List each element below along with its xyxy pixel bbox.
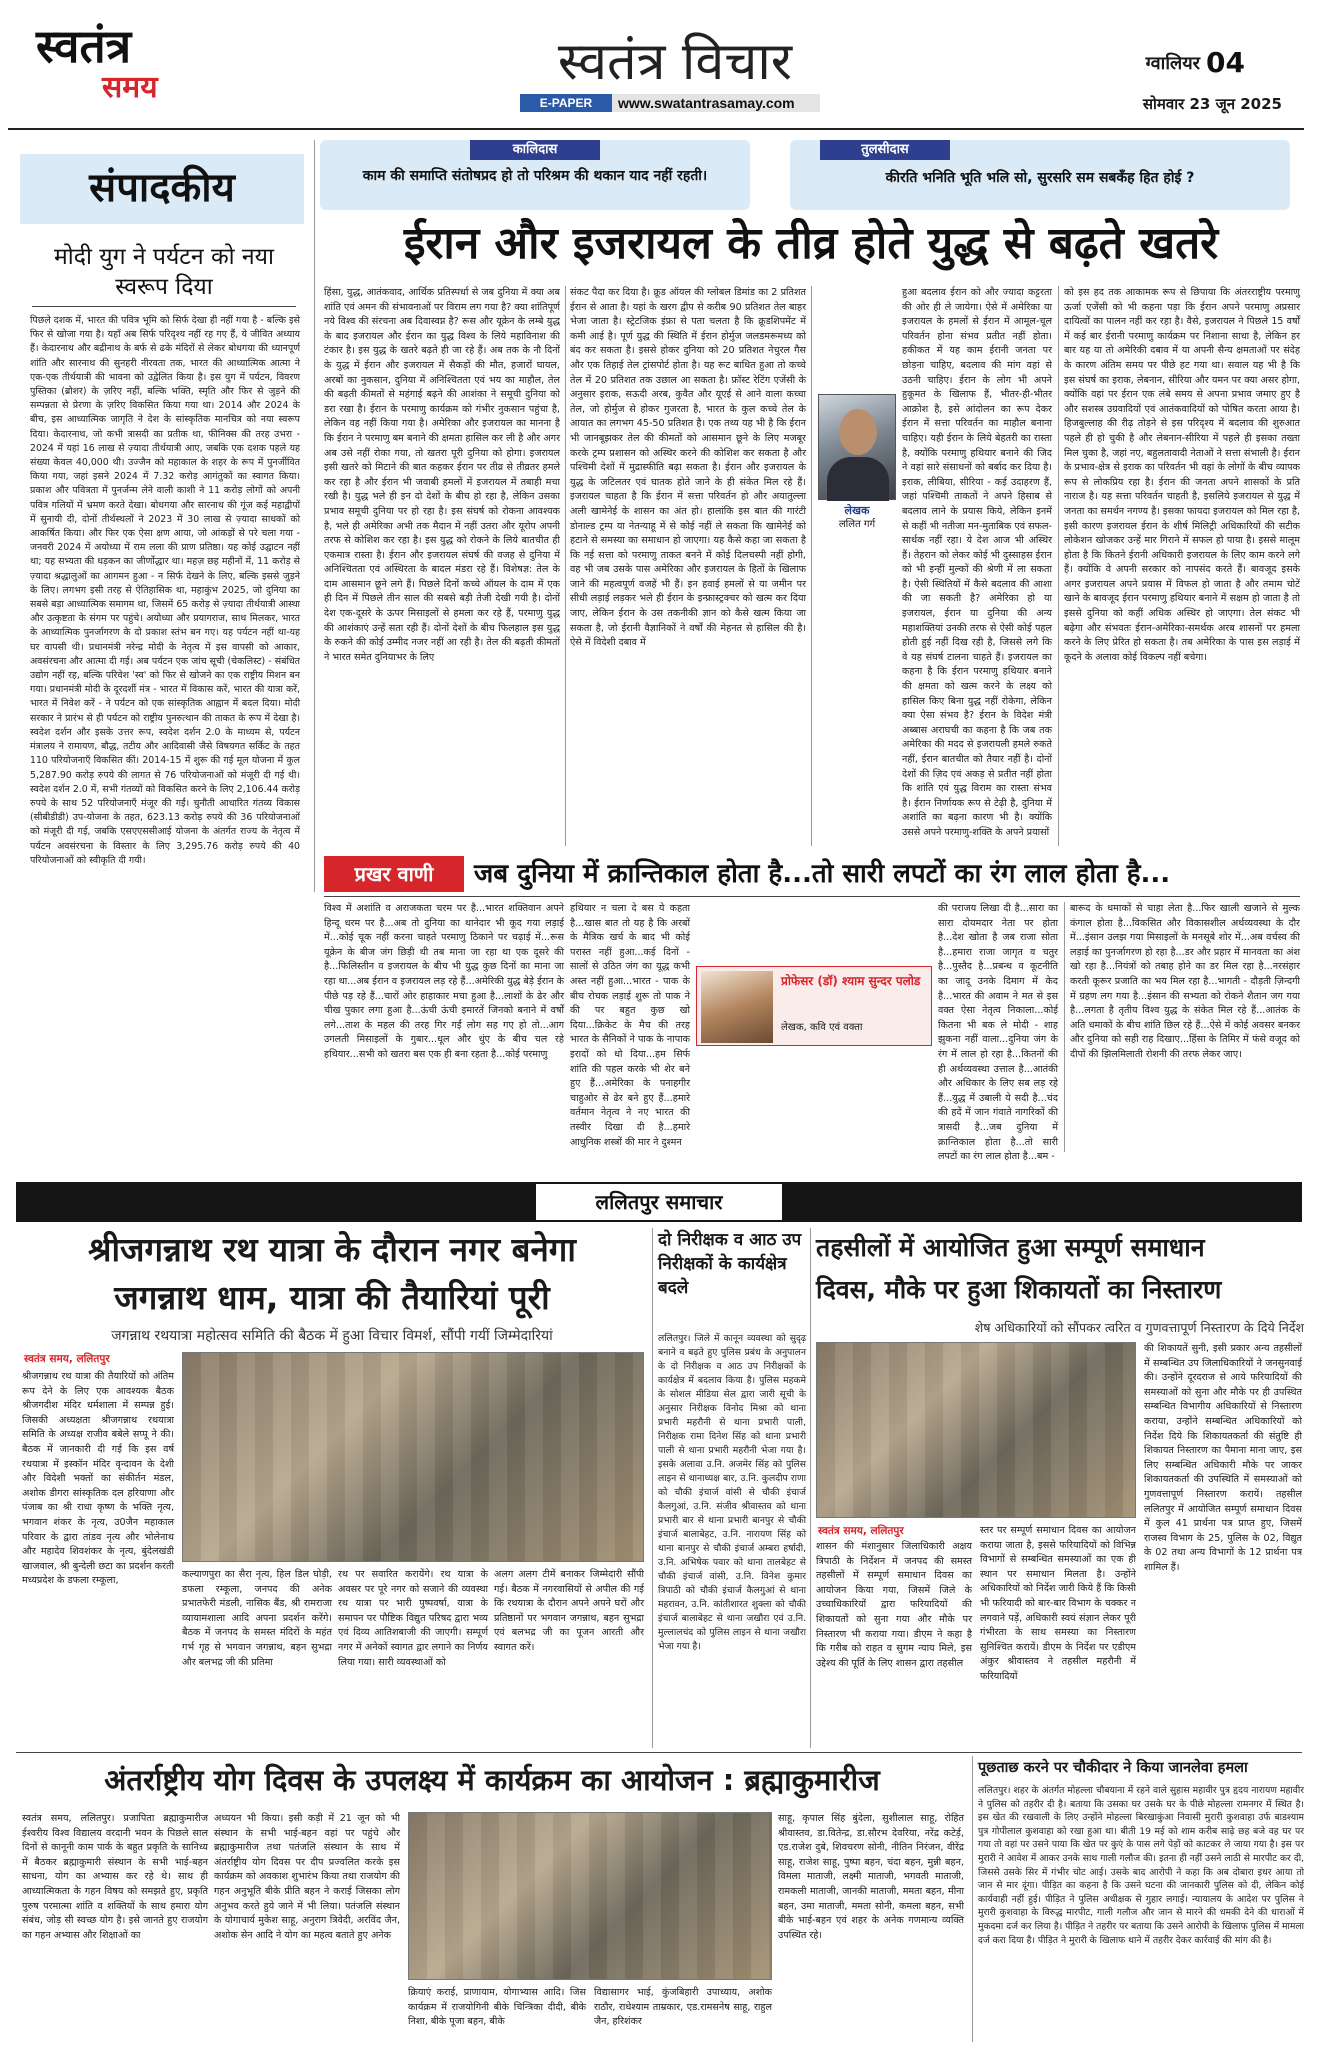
story-dateline: स्वतंत्र समय, ललितपुर bbox=[818, 1525, 904, 1537]
prakhar-vani-section bbox=[318, 856, 1304, 1163]
prakhar-col-2: हथियार न चला दे बस ये कहता है...खास बात तो यह है कि अरबों के मैत्रिक खर्च के बाद भी कोई परास्त नहीं हुआ...कई दिनों - सालों से उठित जंग का यूद्ध कभी अस्त नहीं हुआ...भारत - पाक के बीच रोचक लड़ाई शुरू तो पाक ने की पर बहुत कुछ खो दिया...क्रिकेट के मैच की तरह भारत के सैनिकों ने पाक के नापाक इरादों को धो दिया...हम सिर्फ शांति की पहल करके भी शेर बने हुए हैं...अमेरिका के पनाहगीर चाहुओर से ढेर बने हुए हैं...हमारे वर्तमान नेतृत्व ने नए भारत की तस्वीर दिखा दी है...हमारे आधुनिक शस्त्रों की मार ने दुश्मन bbox=[570, 903, 690, 1148]
lead-col-4: को इस हद तक आकामक रूप से छिपाया कि अंतरराष्ट्रीय परमाणु ऊर्जा एजेंसी को भी कहना पड़ा कि ईरान अपने परमाणु अप्रसार दायित्वों का पालन नहीं कर रहा है। वैसे, इजरायल ने पिछले 15 वर्षों में कई बार ईरानी परमाणु कार्यक्रम पर निशाना साधा है, लेकिन हर बार यह या तो अमेरिकी दबाव में या अपनी सैन्य क्षमताओं पर संदेह के कारण अंतिम समय पर पीछे हट गया था। सवाल यह भी है कि इस संघर्ष का इराक, लेबनान, सीरिया और यमन पर क्या असर होगा, क्योंकि वहां पर ईरान एक लंबे समय से अपना प्रभाव जमाए हुए है और सशस्त्र उग्रवादियों एवं आतंकवादियों को पोषित करता आया है। हिजबुल्लाह की रीढ़ तोड़ने से इस परिदृश्य में बदलाव की शुरुआत पहले ही हो चुकी है और लेबनान-सीरिया में पहले ही इसका तख्ता मिल चुका है, जहां नए, बहुलतावादी नेताओं ने सत्ता संभाली है। ईरान के प्रभाव-क्षेत्र से इराक का परिवर्तन भी वहां के लोगों के बीच व्यापक रूप से लोकप्रिय रहा है। ईरान की जनता अपने शासकों के प्रति नाराज है। यह सत्ता परिवर्तन चाहती है, इसलिये इजरायल से युद्ध में जनता का समर्थन नगण्य है। इसका फायदा इजरायल को मिल रहा है, इसी कारण इजरायल ईरान के शीर्ष मिलिट्री अधिकारियों की सटीक लोकेशन खोजकर उन्हें मार गिराने में सफल हो पाया है। इससे मालूम होता है कि कितने ईरानी अधिकारी इजरायल के लिए काम करने लगे हैं। क्योंकि वे अपनी सरकार को नापसंद करते हैं। बावजूद इसके अगर इजरायल अपने प्रयास में विफल हो जाता है और तमाम चोटें खाने के बावजूद ईरान परमाणु हथियार बनाने में सक्षम हो जाता है तो इससे दुनिया को कहीं अधिक अस्थिर हो जाएगा। तेल संकट भी बढ़ेगा और संभवतः ईरान-अमेरिका-समर्थक अरब शासनों पर हमला करने के लिए प्रेरित हो सकता है। तब अमेरिका के पास इस लड़ाई में कूदने के अलावा कोई विकल्प नहीं बचेगा। bbox=[1064, 287, 1300, 663]
page-title: स्वतंत्र विचार bbox=[557, 32, 793, 92]
prakhar-author-name: प्रोफेसर (डॉ) श्याम सुन्दर पलोड bbox=[781, 974, 921, 988]
author-body bbox=[827, 457, 889, 501]
divider bbox=[324, 896, 1300, 897]
lead-headline: ईरान और इजरायल के तीव्र होते युद्ध से बढ़ते खतरे bbox=[403, 218, 1219, 269]
divider bbox=[565, 286, 566, 846]
lalitpur-banner-label: ललितपुर समाचार bbox=[536, 1184, 782, 1220]
prakhar-col-4: बारूद के धमाकों से चाहा लेता है...फिर खाली खजाने से मुल्क कंगाल होता है...विकसित और विकासशील अर्थव्यवस्था के दौर में...इंसान उलझ गया मिसाइलों के मनसूबे शोर में...अब वर्चस्व की लड़ाई का पुनर्जागरण हो रहा है...डर और प्रहार में मानवता का अंश खो रहा है...नियंत्रों को तबाह होने का डर मिल रहा है...नरसंहार करती कूरूर प्रजाति का भय मिल रहा है...भागती - दौड़ती ज़िन्दगी में ग्रहण लग गया है...इंसान की सभ्यता को रोकने शैतान जग गया है...लगता है तृतीय विश्व युद्ध के संकेत मिल रहे हैं...आतंक के अति धमाकों के बीच शांति छिल रहे हैं...ऐसे में कोई अवसर बनकर और दुनिया को सही राह दिखाए...हिंसा के तिमिर में फंसे वजूद को दीपों की झिलमिलाती रोशनी की तरफ लेकर जाए। bbox=[1070, 903, 1300, 1060]
divider bbox=[810, 1228, 811, 1748]
issue-date: सोमवार 23 जून 2025 bbox=[1142, 95, 1282, 113]
prakhar-col-1: विश्व में अशांति व अराजकता चरम पर है...भारत शक्तिवान अपने हिन्दू धरम पर है...अब तो दुनिया का थानेदार भी कूद गया लड़ाई में...कोई चूक नहीं करना चाहते परमाणु ठिकाने पर चढ़ाई में...रूस यूक्रेन के बीज जंग छिड़ी थी तब माना जा रहा था एक दूसरे की है...फिलिस्तीन व इजरायल के बीच भी युद्ध कुछ दिनों का माना जा रहा था...अब ईरान व इजरायल लड़ रहे हैं...अमेरिकी युद्ध बेड़े ईरान के पीछे पड़ रहे हैं...चारों ओर हाहाकार मचा हुआ है...लाशों के ढेर और चीख पुकार लगा हुआ है...ऊंची ऊंची इमारतें जिनको बनाने में वर्षों लगे...ताश के महल की तरह गिर गईं लोग सह गए हो तो...आग उगलती मिसाइलों के गुबार...धूल और धुंए के बीच चल रहे हथियार...सभी को खतरा बस एक ही बना रहता है...कोई परमाणु bbox=[324, 903, 564, 1060]
epaper-label: E-PAPER bbox=[520, 94, 612, 112]
story-yoga bbox=[16, 1756, 968, 2042]
story-col-4: अलग अलग टीमें बनाकर जिम्मेदारी सौंपी गई। बैठक में नगरवासियों से अपील की गई कि रथयात्रा के दौरान अपने अपने घरों और प्रतिष्ठानों पर भगवान जगन्नाथ, बहन सुभद्रा एवं बलभद्र जी का पूजन आरती और स्वागत करें। bbox=[494, 1569, 644, 1653]
story-photo bbox=[816, 1342, 1136, 1518]
editorial-section bbox=[12, 146, 312, 892]
prakhar-author-box bbox=[696, 966, 932, 1046]
prakhar-author-photo bbox=[701, 971, 773, 1043]
quote-box-tulsidas bbox=[790, 140, 1290, 210]
story-headline: तहसीलों में आयोजित हुआ सम्पूर्ण समाधान bbox=[816, 1233, 1205, 1262]
lead-author-photo bbox=[818, 394, 896, 500]
story-col-1: स्वतंत्र समय, ललितपुर। प्रजापिता ब्रह्माकुमारीज ईश्वरीय विश्व विद्यालय वरदानी भवन के पिछले साल दिनों से कानूनी काम पार्क के बहुत प्रकृति के सानिध्य में बैठकर ब्रह्माकुमारी संस्थान के सभी भाई-बहन साधना, योग का अभ्यास कर रहे थे। साथ ही आध्यात्मिकता के गहन विषय को समझते हुए, प्रकृति पुरुष परमात्मा शांति व शक्तियों के साथ हमारा योग संबंध, जोड़ सी स्वच्छ योग है। इसे जानते हुए राजयोग का गहन अभ्यास और शिक्षाओं का bbox=[22, 1813, 208, 1941]
lead-col-3: हुआ बदलाव ईरान को और ज्यादा कट्टरता की ओर ही ले जायेगा। ऐसे में अमेरिका या इजरायल के हमलों से ईरान में आमूल-चूल परिवर्तन होना संभव प्रतीत नहीं होता। हकीकत में यह काम ईरानी जनता पर छोड़ना चाहिए, बदलाव की मांग वहां से उठनी चाहिए। ईरान के लोग भी अपने हुकूमत के खिलाफ हैं, भीतर-ही-भीतर आक्रोश है, इसे आंदोलन का रूप देकर ईरान में सत्ता परिवर्तन का माहौल बनाना चाहिए। यही ईरान के लिये बेहतरी का रास्ता है, क्योंकि परमाणु हथियार बनाने की जिद ने वहां सारे संसाधनों को बर्बाद कर दिया है। इराक, लीबिया, सीरिया - कई उदाहरण हैं, जहां पश्चिमी ताकतों ने अपने हिसाब से बदलाव लाने के प्रयास किये, लेकिन इनमें से कहीं भी नतीजा मन-मुताबिक एवं सफल-सार्थक नहीं रहा। ये देश आज भी अस्थिर हैं। तेहरान को लेकर कोई भी दुस्साहस ईरान को भी इन्हीं मुल्कों की श्रेणी में ला सकता है। ऐसी स्थितियों में कैसे बदलाव की आशा की जा सकती है? अमेरिका हो या इजरायल, ईरान या दुनिया की अन्य महाशक्तियां उनकी तरफ से ऐसी कोई पहल होती हुई नहीं दिख रही है, जिससे लगे कि वे यह संघर्ष टालना चाहते हैं। इजरायल का कहना है कि ईरान परमाणु हथियार बनाने की क्षमता को खत्म करने के लक्ष्य को हासिल किए बिना युद्ध नहीं रोकेगा, लेकिन क्या ऐसा संभव है? ईरान के विदेश मंत्री अब्बास अराघची का कहना है कि जब तक अमेरिका की मदद से इजरायली हमले रुकते नहीं, ईरान बातचीत को तैयार नहीं है। दोनों देशों की ज़िद एवं अकड़ से प्रतीत नहीं होता कि शांति एवं युद्ध विराम का रास्ता संभव है। ईरान निर्णायक रूप से टेढ़ी है, दुनिया में अशांति का बढ़ना कारण भी है। क्योंकि उससे अपने परमाणु-शक्ति के अपने प्रयासों bbox=[902, 287, 1052, 838]
story-col-2: अध्ययन भी किया। इसी कड़ी में 21 जून को भी संस्थान के सभी भाई-बहन वहां पर पहुंचे और ब्रह्माकुमारीज तथा पतंजलि संस्थान के साथ में अंतर्राष्ट्रीय योग दिवस पर दीप प्रज्वलित करके इस कार्यक्रम को अवकाश शुभारंभ किया तथा राजयोग की गहन अनुभूति बीके प्रीति बहन ने कराई जिसका लोग अनुभव करते हुये जाने में भी लिया। पतंजलि संस्थान के योगाचार्य मुकेश साहू, अनुराग त्रिवेदी, अरविंद जैन, अशोक सेन आदि ने योग का महत्व बताते हुए अनेक bbox=[214, 1813, 400, 1941]
editorial-label: संपादकीय bbox=[89, 164, 235, 211]
page-number: 04 bbox=[1206, 46, 1245, 79]
masthead-rule bbox=[8, 128, 1304, 130]
divider bbox=[652, 1228, 653, 1748]
divider bbox=[1064, 902, 1065, 1152]
divider bbox=[1058, 286, 1059, 846]
story-subhead: जगन्नाथ रथयात्रा महोत्सव समिति की बैठक में हुआ विचार विमर्श, सौंपी गयीं जिम्मेदारियां bbox=[111, 1328, 553, 1344]
quote-box-kalidas bbox=[320, 140, 750, 210]
story-transfers bbox=[658, 1228, 806, 1748]
divider bbox=[811, 286, 812, 846]
author-face bbox=[839, 409, 877, 455]
quote-text: काम की समाप्ति संतोषप्रद हो तो परिश्रम की थकान याद नहीं रहती। bbox=[362, 168, 708, 184]
story-headline: दो निरीक्षक व आठ उप निरीक्षकों के कार्यक्षेत्र बदले bbox=[658, 1230, 802, 1298]
prakhar-headline: जब दुनिया में क्रान्तिकाल होता है...तो सारी लपटों का रंग लाल होता है... bbox=[474, 859, 1171, 889]
story-photo bbox=[182, 1352, 644, 1562]
editorial-headline: मोदी युग ने पर्यटन को नया स्वरूप दिया bbox=[54, 244, 274, 300]
story-headline: दिवस, मौके पर हुआ शिकायतों का निस्तारण bbox=[816, 1275, 1222, 1304]
story-col-3: की शिकायतें सुनी, इसी प्रकार अन्य तहसीलों में सम्बन्धित उप जिलाधिकारियों ने जनसुनवाई की। उन्होंने दूरदराज से आये फरियादियों की समस्याओं को सुना और मौके पर ही उपस्थित सम्बन्धित विभागीय अधिकारियों से निस्तारण कराया, उन्होंने सम्बन्धित अधिकारियों को निर्देश दिये कि शिकायतकर्ता की संतुष्टि ही शिकायत निस्तारण का पैमाना माना जाए, इस लिए सम्बन्धित अधिकारी मौके पर जाकर शिकायतकर्ता की उपस्थिति में समस्याओं को गुणवत्तापूर्ण निस्तारण करायें। तहसील ललितपुर में आयोजित सम्पूर्ण समाधान दिवस में कुल 41 प्रार्थना पत्र प्राप्त हुए, जिसमें राजस्व विभाग के 25, पुलिस के 02, विद्युत के 02 तथा अन्य विभागों के 12 प्रार्थना पत्र शामिल हैं। bbox=[1144, 1343, 1302, 1573]
city-name: ग्वालियर bbox=[1145, 53, 1200, 74]
story-headline: अंतर्राष्ट्रीय योग दिवस के उपलक्ष्य में कार्यक्रम का आयोजन : ब्रह्माकुमारीज bbox=[104, 1763, 880, 1797]
story-col-3: रथ पर सवारित करायेंगे। रथ यात्रा के अवसर पर पूरे नगर को सजाने की व्यवस्था रथ यात्रा पर भारी पुष्पवर्षा, यात्रा के समापन पर पौष्टिक विद्युत परिषद द्वारा भव्य एवं दिव्य आतिशबाजी की जाएगी। सम्पूर्ण नगर में अनेकों स्वागत द्वार लगाने का निर्णय लिया गया। सारी व्यवस्थाओं को bbox=[338, 1569, 488, 1668]
story-headline: जगन्नाथ धाम, यात्रा की तैयारियां पूरी bbox=[114, 1278, 550, 1317]
story-body: ललितपुर। जिले में कानून व्यवस्था को सुदृढ़ बनाने व बढ़ते हुए पुलिस प्रबंध के अनुपालन के दो निरीक्षक व आठ उप निरीक्षकों के कार्यक्षेत्र में बदलाव किया है। पुलिस महकमे के सोशल मीडिया सेल द्वारा जारी सूची के अनुसार निरीक्षक विनोद मिश्रा को थाना प्रभारी महरौनी से थाना प्रभारी पाली, निरीक्षक रामा दिनेश सिंह को थाना प्रभारी पाली से थाना प्रभारी महरौनी भेजा गया है। इसके अलावा उ.नि. अजमेर सिंह को पुलिस लाइन से थानाध्यक्ष बार, उ.नि. कुलदीप राणा को चौकी इंचार्ज वांसी से चौकी इंचार्ज कैलगुआं, उ.नि. संजीव श्रीवास्तव को थाना प्रभारी बार से थाना प्रभारी बानपुर से चौकी इंचार्ज बालाबेहट, उ.नि. नारायण सिंह को थाना बानपुर से चौकी इंचार्ज अम्बरा हर्षादी, उ.नि. अभिषेक पवार को थाना तालबेहट से चौकी इंचार्ज वांसी, उ.नि. विनेश कुमार त्रिपाठी को चौकी इंचार्ज कैलगुआं से थाना महरावन, उ.नि. कांतीशारत शुक्ला को चौकी इंचार्ज बालाबेहट से थाना जखौरा एवं उ.नि. मुल्लालचंद को पुलिस लाइन से थाना जखौरा भेजा गया है। bbox=[658, 1333, 806, 1652]
divider bbox=[314, 140, 315, 892]
quote-author-tab: तुलसीदास bbox=[820, 140, 950, 160]
divider bbox=[32, 306, 296, 307]
lead-col-2: संकट पैदा कर दिया है। क्रूड ऑयल की ग्लोबल डिमांड का 2 प्रतिशत ईरान से आता है। यहां के खरग द्वीप से करीब 90 प्रतिशत तेल बाहर भेजा जाता है। स्ट्रेटजिक इंफ्रा से पता चलता है कि क्रूडशिपमेंट में कमी आई है। पूर्ण युद्ध की स्थिति में ईरान होर्मुज जलडमरूमध्य को बंद कर सकता है। इससे होकर दुनिया को 20 प्रतिशत नेचुरल गैस और एक तिहाई तेल ट्रांसपोर्ट होता है। यह रूट बाधित हुआ तो कच्चे तेल में 20 प्रतिशत तक उछाल आ सकता है। फ्रॉस्ट रेटिंग एजेंसी के अनुसार इराक, सऊदी अरब, कुवैत और यूएई से आने वाला कच्चा तेल, जो होर्मुज से होकर गुजरता है, भारत के कुल कच्चे तेल के आयात का लगभग 45-50 प्रतिशत है। एक तथ्य यह भी है कि ईरान भी जानबूझकर तेल की कीमतों को आसमान छूने के लिए मजबूर करके ट्रम्प प्रशासन को अस्थिर करने की कोशिश कर सकता है और पश्चिमी देशों में मुद्रास्फीति बढ़ा सकता है। ईरान और इजरायल के युद्ध के जटिलतर एवं घातक होते जाने के ही संकेत मिल रहे हैं। इजरायल चाहता है कि ईरान में सत्ता परिवर्तन हो और अयातुल्ला अली खामेनेई के शासन का अंत हो। हालांकि इस बात की गारंटी डोनाल्ड ट्रम्प या नेतन्याहू में से कोई नहीं ले सकता कि खामेनेई को हटाने से समस्या का समाधान हो जाएगा। यह कैसे कहा जा सकता है कि नई सत्ता को परमाणु ताकत बनने में कोई दिलचस्पी नहीं होगी, वह भी जब उसके पास अमेरिका और इजरायल के हितों के खिलाफ जाने की महत्वपूर्ण वजहें भी हैं। इन हवाई हमलों से या जमीन पर सीधी लड़ाई लड़कर भले ही ईरान के इन्फ्रास्ट्रक्चर को खत्म कर दिया जाए, लेकिन ईरान के उस तकनीकी ज्ञान को कैसे खत्म किया जा सकता है, जो ईरानी वैज्ञानिकों ने वर्षों की मेहनत से हासिल की है। ऐसे में विदेशी दबाव में bbox=[570, 287, 806, 649]
story-dateline: स्वतंत्र समय, ललितपुर bbox=[24, 1353, 110, 1365]
prakhar-col-3: की पराजय लिखा दी है...सारा का सारा दोयमदार नेता पर होता है...देश खोता है जब राजा सोता है...हमारा राजा जागृत व चतुर है...पुस्तैद है...प्रबन्ध व कूटनीति का जादू उनके दिमाग में केद है...भारत की अवाम ने मत से इस वक्त ऐसा नेतृत्व निकाला...कोई कितना भी बक ले मोदी - शाह झुकना नहीं वाला...दुनिया जंग के रंग में लाल हो रहा है...कितनों की ही अर्थव्यवस्था उत्ताल है...आतंकी और अधिकार के लिए सब लड़ रहे हैं...युद्ध में उबाली ये सदी है...चंद की हदें में जान गंवाते नागरिकों की त्रासदी है...जब दुनिया में क्रान्तिकाल होता है...तो सारी लपटों का रंग लाल होता है...बम - bbox=[938, 903, 1058, 1163]
quote-text: कीरति भनिति भूति भलि सो, सुरसरि सम सबकँह हित होई ? bbox=[885, 170, 1195, 186]
logo-line1: स्वतंत्र bbox=[36, 19, 132, 73]
story-body: ललितपुर। शहर के अंतर्गत मोहल्ला चौबयाना में रहने वाले सुहास महावीर पुत्र हृदय नारायण महावीर ने पुलिस को तहरीर दी है। बताया कि उसका घर उसके घर के पीछे मोहल्ला रामनगर में स्थित है। इस खेत की रखवाली के लिए उन्होंने मोहल्ला बिरखाकुंआ निवासी मुरारी कुशवाहा उर्फ बाडश्याम पुत्र गोपीलाल कुशवाहा को रखा हुआ था। बीती 19 मई को शाम करीब साढ़े छह बजे वह घर पर गया तो वहां पर उसने पाया कि खेत पर कुएं के पास लगे पेड़ों को काटकर ले जाया गया है। इस पर मुरारी ने आवेश में आकर उनके साथ गाली गलौज की। इतना ही नहीं उसने लाठी से मारपीट कर दी, जिससे उसके सिर में गंभीर चोट आई। उसके बाद आरोपी ने कहा कि अब दोबारा इधर आया तो जान से मार दूंगा। पीड़ित का कहना है कि उसने घटना की जानकारी पुलिस को दी, लेकिन कोई कार्यवाही नहीं हुई। पीड़ित ने पुलिस अधीक्षक से गुहार लगाई। न्यायालय के आदेश पर पुलिस ने मुरारी कुशवाहा के विरुद्ध मारपीट, गाली गलौज और जान से मारने की धमकी देने की धाराओं में मुकदमा दर्ज कर लिया है। पीड़ित ने तहरीर पर बताया कि उसने आरोपी के खिलाफ पुलिस में मामला दर्ज करा दिया है। पीड़ित ने मुरारी के खिलाफ थाने में तहरीर देकर कार्रवाई की मांग की है। bbox=[978, 1785, 1304, 1946]
story-attack bbox=[978, 1756, 1304, 2042]
story-col-3: क्रियाएं कराई, प्राणायाम, योगाभ्यास आदि। जिस कार्यक्रम में राजयोगिनी बीके चिन्त्रिका दीदी, बीके निशा, बीके पूजा बहन, बीके bbox=[408, 1987, 586, 2028]
story-headline: पूछताछ करने पर चौकीदार ने किया जानलेवा हमला bbox=[978, 1760, 1248, 1776]
divider bbox=[972, 1756, 973, 2042]
editorial-body: पिछले दशक में, भारत की पवित्र भूमि को सिर्फ देखा ही नहीं गया है - बल्कि इसे फिर से खोजा गया है। यहाँ अब सिर्फ परिदृश्य नहीं रह गए हैं, ये जीवित अध्याय हैं। केदारनाथ और बद्रीनाथ के बर्फ से ढके मंदिरों से लेकर बोधगया की ध्यानपूर्ण शांति और सारनाथ की सुनहरी नीरवता तक, भारत की आध्यात्मिक आत्मा ने एक-एक तीर्थयात्री की भावना को उद्वेलित किया है। इस युग में पर्यटन, विवरण पुस्तिका (ब्रोशर) के ज़रिए नहीं, बल्कि भक्ति, स्मृति और फिर से जुड़ने की सम्पन्नता से प्रेरणा के ज़रिए विकसित किया गया था। 2014 और 2024 के बीच, इस आध्यात्मिक जागृति ने देश के सांस्कृतिक मानचित्र को नया स्वरूप दिया। केदारनाथ, जो कभी त्रासदी का प्रतीक था, फीनिक्स की तरह उभरा - 2024 में यहां 16 लाख से ज़्यादा तीर्थयात्री आए, जबकि एक दशक पहले यह संख्या केवल 40,000 थी। उज्जैन को महाकाल के शहर के रूप में पुनर्जीवित किया गया, जहां इसने 2024 में 7.32 करोड़ आगंतुकों का स्वागत किया। प्रकाश और पवित्रता में पुनर्जन्म लेने वाली काशी ने 11 करोड़ लोगों को अपनी पवित्र गलियों में भ्रमण करते देखा। बोधगया और सारनाथ की गूंज कई महाद्वीपों में सुनायी दी, दोनों तीर्थस्थलों ने 2023 में 30 लाख से ज़्यादा साधकों को आकर्षित किया। और फिर एक ऐसा क्षण आया, जो आंकड़ों से परे चला गया - जनवरी 2024 में अयोध्या में राम लला की प्राण प्रतिष्ठा। यह कोई उद्घाटन नहीं था; यह सभ्यता की धड़कन का जीर्णोद्धार था। महज़ छह महीनों में, 11 करोड़ से ज़्यादा श्रद्धालुओं का आगमन हुआ - न सिर्फ देखने के लिए, बल्कि इससे जुड़ने के लिए। लगभग इसी तरह से ऐतिहासिक था, महाकुंभ 2025, जो दुनिया का सबसे बड़ा आध्यात्मिक समागम था, जिसमें 65 करोड़ से ज़्यादा तीर्थयात्री आस्था और उत्कृष्टता के संगम पर पहुंचे। अयोध्या और प्रयागराज, साथ मिलकर, भारत के आध्यात्मिक पुनर्जागरण के दो प्रकाश स्तंभ बन गए। यह पर्यटन नहीं था-यह घर वापसी थी। प्रधानमंत्री नरेन्द्र मोदी के नेतृत्व में इस वापसी को आकार, अवसंरचना और आत्मा दी गई। अब पर्यटन एक जांच सूची (चेकलिस्ट) - संबंधित उद्योग नहीं रह, बल्कि परिवेश 'स्व' को फिर से खोजने का एक राष्ट्रीय मिशन बन गया। प्रधानमंत्री मोदी के दूरदर्शी मंत्र - भारत में विकास करें, भारत की यात्रा करें, भारत में निवेश करें - ने पर्यटन को एक सांस्कृतिक आह्वान में बदल दिया। मोदी सरकार ने प्रारंभ से ही पर्यटन को राष्ट्रीय पुनरुत्थान की ताकत के रूप में देखा है। स्वदेश दर्शन और इसके उत्तर रूप, स्वदेश दर्शन 2.0 के माध्यम से, पर्यटन मंत्रालय ने रामायण, बौद्ध, तटीय और आदिवासी जैसे विषयगत सर्किट के तहत 110 परियोजनाएँ विकसित कीं। 2014-15 में शुरू की गई मूल योजना में कुल 5,287.90 करोड़ रुपये की लागत से 76 परियोजनाओं को मंजूरी दी गई थी। स्वदेश दर्शन 2.0 में, सभी गंतव्यों को विकसित करने के लिए 2,106.44 करोड़ रुपये के साथ 52 परियोजनाएँ मंजूर की गईं। चुनौती आधारित गंतव्य विकास (सीबीडीडी) उप-योजना के तहत, 623.13 करोड़ रुपये की 36 परियोजनाओं को मंजूरी दी गई, जबकि एसएएससीआई योजना के अंतर्गत राज्य के नेतृत्व में पर्यटन अवसंरचना के विस्तार के लिए 3,295.76 करोड़ रुपये की 40 परियोजनाओं को स्वीकृति दी गयी। bbox=[30, 315, 300, 866]
lead-author-label: लेखक bbox=[844, 504, 870, 517]
masthead bbox=[0, 0, 1318, 130]
divider bbox=[16, 1752, 1302, 1753]
lalitpur-banner bbox=[16, 1182, 1302, 1222]
website-link[interactable]: www.swatantrasamay.com bbox=[618, 95, 795, 111]
quote-author-tab: कालिदास bbox=[470, 140, 600, 160]
story-col-5: साहू, कृपाल सिंह बुंदेला, सुशीलाल साहू, रोहित श्रीवास्तव, डा.वितेन्द्र, डा.सौरभ देवरिया, नरेंद्र कटेर्ड़, एड.राजेश दुबे, शिवचरण सोनी, नीतिन निरंजन, वीरेंद्र साहू, राजेश साहू, पुष्पा बहन, चंदा बहन, मुन्नी बहन, विमला माताजी, लक्ष्मी माताजी, भगवती माताजी, रामकली माताजी, जानकी माताजी, ममता बहन, मीना बहन, उमा माताजी, ममता सोनी, कमला बहन, सभी बीके भाई-बहन एवं शहर के अनेक गणमान्य व्यक्ति उपस्थित रहे। bbox=[778, 1813, 964, 1941]
story-headline: श्रीजगन्नाथ रथ यात्रा के दौरान नगर बनेगा bbox=[88, 1230, 576, 1269]
story-samadhan bbox=[816, 1228, 1304, 1748]
story-jagannath bbox=[16, 1228, 648, 1748]
story-col-1: श्रीजगन्नाथ रथ यात्रा की तैयारियों को अंतिम रूप देने के लिए एक आवश्यक बैठक श्रीजगदीश मंदिर धर्मशाला में सम्पन्न हुई। जिसकी अध्यक्षता श्रीजगन्नाथ रथयात्रा समिति के अध्यक्ष राजीव बबेले सप्पू ने की। बैठक में जानकारी दी गई कि इस वर्ष रथयात्रा में इस्कॉन मंदिर वृन्दावन के देशी और विदेशी भक्तों का संकीर्तन मंडल, अशोक डीगरा सांस्कृतिक दल हरियाणा और पंजाब का श्री राधा कृष्ण के भक्ति नृत्य, भगवान शंकर के नृत्य, उ0जैन महाकाल परिवार के द्वारा तांडव नृत्य और भोलेनाथ और महादेव शिवशंकर के नृत्य, बुंदेलखंडी खाजवाल, श्री बुन्देली छटा का प्रदर्शन करती मध्यप्रदेश के डफला रम्कूला, bbox=[22, 1371, 174, 1587]
logo-line2: समय bbox=[102, 70, 158, 105]
story-subhead: शेष अधिकारियों को सौंपकर त्वरित व गुणवत्तापूर्ण निस्तारण के दिये निर्देश bbox=[974, 1320, 1304, 1335]
story-col-4: विद्यासागर भाई, कुंजबिहारी उपाध्याय, अशोक राठौर, राधेश्याम ताम्रकार, एड.रामसनेष साहू, राहुल जैन, हरिशंकर bbox=[594, 1987, 772, 2028]
logo bbox=[36, 20, 186, 120]
prakhar-label: प्रखर वाणी bbox=[324, 856, 464, 892]
lead-col-1: हिंसा, युद्ध, आतंकवाद, आर्थिक प्रतिस्पर्धा से जब दुनिया में क्या अब शांति एवं अमन की संभावनाओं पर विराम लग गया है? क्या शांतिपूर्ण नये विश्व की संरचना अब दिवास्वप्न है? रूस और यूक्रेन के लम्बे युद्ध के बाद इजरायल और ईरान का युद्ध विश्व के लिये महाविनाश की टंकार है। इस युद्ध के खतरे बढ़ते ही जा रहे हैं। अब तक के नौ दिनों के युद्ध में ईरान और इजरायल में सैकड़ों की मौत, हजारों घायल, अरबों का नुकसान, दुनिया में अनिश्चितता एवं भय का माहौल, तेल की बढ़ती कीमतों से महंगाई बढ़ने की आशंका ने समूची दुनिया को डरा रखा है। ईरान के परमाणु कार्यक्रम को गंभीर नुकसान पहुंचा है, लेकिन वह नहीं किया गया है। अमेरिका और इजरायल का मानना है कि ईरान ने परमाणु बम बनाने की क्षमता हासिल कर ली है और अगर अब उसे नहीं रोका गया, तो खतरा पूरी दुनिया को होगा। इजरायल इसी खतरे को मिटाने की बात कहकर ईरान पर तीव्र से तीव्रतर हमले कर रहा है और ईरान भी जवाबी हमलों में इजरायल में तबाही मचा रखी है। युद्ध भले ही इन दो देशों के बीच हो रहा है, लेकिन उसका प्रभाव समूची दुनिया पर हो रहा है। इस संघर्ष को रोकना आवश्यक है, भले ही अमेरिका अभी तक मैदान में नहीं उतरा और यूरोप अपनी तरफ से कोशिश कर रहा है। इस युद्ध को रोकने के लिये बातचीत ही एकमात्र रास्ता है। ईरान और इजरायल संघर्ष की वजह से दुनिया में अनिश्चितता एवं अस्थिरता के बादल मंडरा रहे हैं। विशेषज्ञ: तेल के दाम आसमान छूने लगे हैं। पिछले दिनों कच्चे ऑयल के दाम में एक ही दिन में पिछले तीन साल की सबसे बड़ी तेजी देखी गयी है। दोनों देश एक-दूसरे के ऊपर मिसाइलों से हमला कर रहे हैं, परमाणु युद्ध की आशंकाएं उन्हें सता रही हैं। दोनों देशों के बीच फिलहाल इस युद्ध के रुकने की कोई उम्मीद नजर नहीं आ रही है। तेल की बढ़ती कीमतों ने भारत समेत दुनियाभर के लिए bbox=[324, 287, 560, 663]
lead-story bbox=[318, 214, 1304, 854]
story-col-2: स्तर पर सम्पूर्ण समाधान दिवस का आयोजन कराया जाता है, इससे फरियादियों को विभिन्न विभागों से सम्बन्धित समस्याओं का एक ही स्थान पर समाधान मिलता है। उन्होंने अधिकारियों को निर्देश जारी किये हैं कि किसी भी फरियादी को बार-बार विभाग के चक्कर न लगवाने पड़ें, अधिकारी स्वयं संज्ञान लेकर पूरी गंभीरता के साथ समस्या का निस्तारण सुनिश्चित करायें। डीएम के निर्देश पर एडीएम अंकुर श्रीवास्तव ने तहसील महरौनी में फरियादियों bbox=[980, 1525, 1136, 1682]
story-col-2: कल्याणपुरा का सैरा नृत्य, हिल डिल घोड़ी, डफला रम्कूला, जनपद की अनेक प्रभातफेरी मंडली, नासिक बैंड, श्री रामराजा व्यायामशाला आदि अपना प्रदर्शन करेंगे। बैठक में जनपद के समस्त मंदिरों के महंत गर्भ गृह से भगवान जगन्नाथ, बहन सुभद्रा और बलभद्र जी की प्रतिमा bbox=[182, 1569, 332, 1668]
story-photo bbox=[408, 1812, 772, 1980]
prakhar-author-desc: लेखक, कवि एवं वक्ता bbox=[781, 1022, 863, 1033]
story-col-1: शासन की मंशानुसार जिलाधिकारी अक्षय त्रिपाठी के निर्देशन में जनपद की समस्त तहसीलों में सम्पूर्ण समाधान दिवस का आयोजन किया गया, जिसमें जिले के उच्चाधिकारियों द्वारा फरियादियों की शिकायतों को सुना गया और मौके पर निस्तारण भी कराया गया। डीएम ने कहा है कि गरीब को राहत व सुगम न्याय मिले, इस उद्देश्य की पूर्ति के लिए शासन द्वारा तहसील bbox=[816, 1541, 972, 1669]
lead-author-name: ललित गर्ग bbox=[838, 519, 876, 530]
